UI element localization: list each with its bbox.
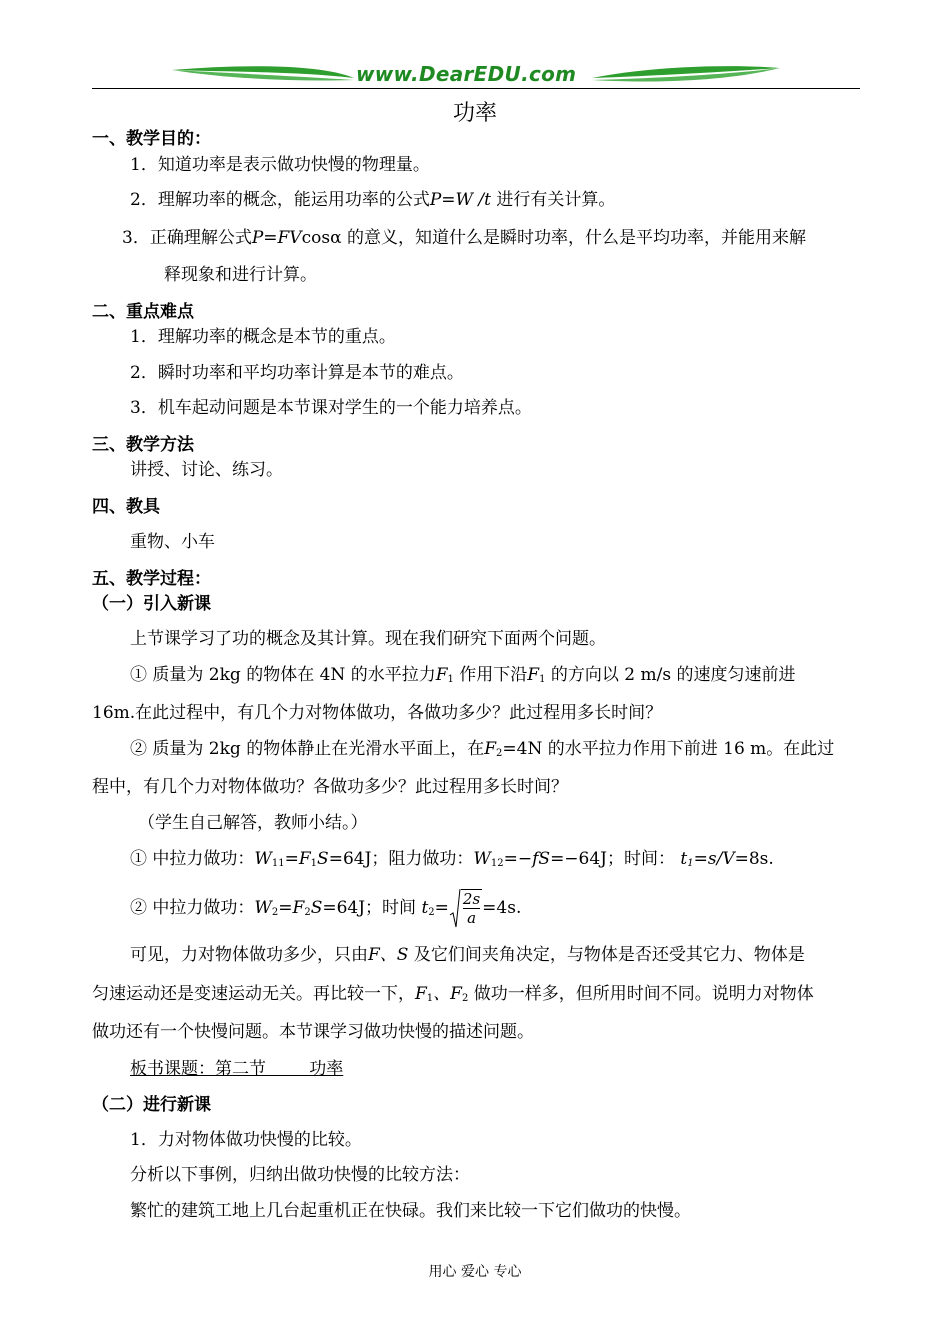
tools-text: 重物、小车 — [130, 532, 215, 552]
conclusion-line-3: 做功还有一个快慢问题。本节课学习做功快慢的描述问题。 — [92, 1022, 534, 1042]
key-point-1: 1．理解功率的概念是本节的重点。 — [130, 327, 396, 347]
lesson-text-1: 分析以下事例，归纳出做功快慢的比较方法： — [130, 1165, 470, 1185]
page-footer: 用心 爱心 专心 — [428, 1264, 522, 1280]
header-rule — [92, 88, 860, 89]
problem-1-cont: 16m.在此过程中，有几个力对物体做功，各做功多少？此过程用多长时间？ — [92, 703, 663, 723]
section-heading-objectives: 一、教学目的： — [92, 129, 211, 149]
lesson-text-2: 繁忙的建筑工地上几台起重机正在快碌。我们来比较一下它们做功的快慢。 — [130, 1201, 691, 1221]
subsection-new-lesson: （二）进行新课 — [92, 1095, 211, 1115]
page-title: 功率 — [452, 101, 497, 126]
paragraph-intro: 上节课学习了功的概念及其计算。现在我们研究下面两个问题。 — [130, 629, 606, 649]
student-note: （学生自己解答，教师小结。） — [138, 813, 368, 833]
key-point-3: 3．机车起动问题是本节课对学生的一个能力培养点。 — [130, 398, 532, 418]
conclusion-line-2: 匀速运动还是变速运动无关。再比较一下，$F_1$、$F_2$ 做功一样多，但所用时间不同。说明力对物体 — [92, 984, 814, 1004]
solution-2: ② 中拉力做功：$W_2=F_2S=64J$；时间 $t_2=$ 2s a =4s. — [130, 886, 521, 930]
sqrt-formula: 2s a — [449, 887, 482, 931]
objective-3-cont: 释现象和进行计算。 — [164, 265, 317, 285]
lesson-item-1: 1．力对物体做功快慢的比较。 — [130, 1130, 362, 1150]
objective-3: 3．正确理解公式P=FVcosα 的意义，知道什么是瞬时功率，什么是平均功率，并能用来解 — [122, 228, 806, 248]
problem-2: ② 质量为 2kg 的物体静止在光滑水平面上，在$F_2=4N$ 的水平拉力作用下前进 16 m。在此过 — [130, 739, 835, 759]
site-logo-text: www.DearEDU.com — [356, 62, 577, 86]
formula-power: P=W /t — [429, 190, 491, 210]
objective-1: 1．知道功率是表示做功快慢的物理量。 — [130, 155, 430, 175]
method-text: 讲授、讨论、练习。 — [130, 460, 283, 480]
solution-1: ① 中拉力做功：$W_{11}=F_1S=64J$；阻力做功：$W_{12}=-fS=-64J$；时间： $t_1=s/V=8s$. — [130, 849, 774, 869]
conclusion-line-1: 可见，力对物体做功多少，只由F、S 及它们间夹角决定，与物体是否还受其它力、物体是 — [130, 945, 805, 965]
subsection-intro: （一）引入新课 — [92, 594, 211, 614]
problem-1: ① 质量为 2kg 的物体在 4N 的水平拉力$F_1$ 作用下沿$F_1$ 的方向以 2 m/s 的速度匀速前进 — [130, 665, 796, 685]
section-heading-method: 三、教学方法 — [92, 435, 194, 455]
section-heading-process: 五、教学过程： — [92, 569, 211, 589]
board-title: 板书课题：第二节 功率 — [130, 1059, 344, 1079]
problem-2-cont: 程中，有几个力对物体做功？各做功多少？此过程用多长时间？ — [92, 777, 568, 797]
objective-2: 2．理解功率的概念，能运用功率的公式P=W /t 进行有关计算。 — [130, 190, 616, 210]
section-heading-key-points: 二、重点难点 — [92, 302, 194, 322]
section-heading-tools: 四、教具 — [92, 497, 160, 517]
key-point-2: 2．瞬时功率和平均功率计算是本节的难点。 — [130, 363, 464, 383]
